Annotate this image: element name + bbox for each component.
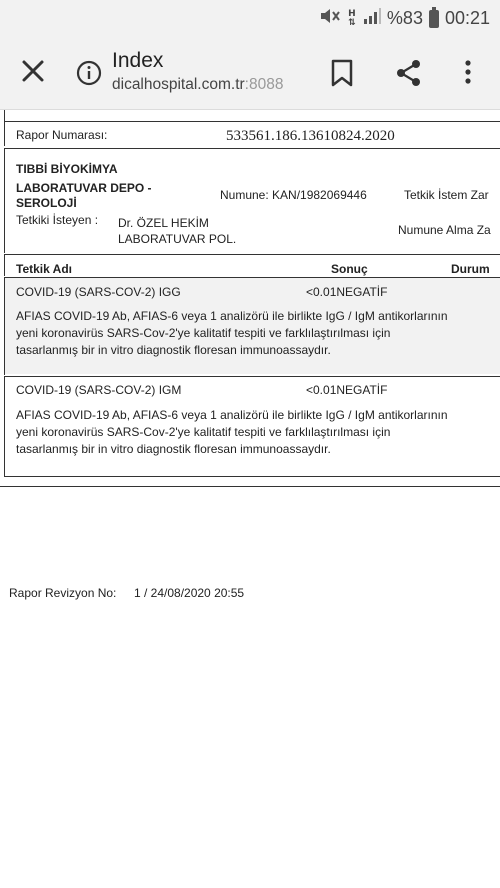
report-number-label: Rapor Numarası: [16, 128, 108, 142]
test-description-line: tasarlanmış bir in vitro diagnostik floresan immunoassaydır. [16, 343, 331, 357]
bookmark-icon[interactable] [330, 58, 354, 88]
divider [4, 110, 5, 146]
test-description-line: AFIAS COVID-19 Ab, AFIAS-6 veya 1 analizörü ile birlikte IgG / IgM antikorlarının [16, 309, 448, 323]
sample-number: Numune: KAN/1982069446 [220, 188, 367, 202]
test-description-line: AFIAS COVID-19 Ab, AFIAS-6 veya 1 analizörü ile birlikte IgG / IgM antikorlarının [16, 408, 448, 422]
close-icon[interactable] [18, 56, 48, 86]
status-bar [0, 0, 500, 36]
test-result: <0.01NEGATİF [306, 285, 388, 299]
battery-icon [429, 10, 439, 28]
test-description-line: yeni koronavirüs SARS-Cov-2'ye kalitatif tespiti ve farklılaştırılması için [16, 425, 391, 439]
report-number-value: 533561.186.13610824.2020 [226, 128, 395, 144]
page-title: Index [112, 49, 164, 72]
column-status: Durum [451, 262, 490, 276]
url-host: dicalhospital.com.tr [112, 76, 245, 93]
divider [4, 476, 500, 477]
column-result: Sonuç [331, 262, 368, 276]
info-icon[interactable] [75, 59, 103, 87]
divider [4, 277, 5, 375]
column-test-name: Tetkik Adı [16, 262, 73, 276]
divider [4, 121, 500, 122]
network-type-icon: H ⇅ [348, 8, 356, 28]
test-request-date-label: Tetkik İstem Zar [404, 188, 489, 202]
test-description-line: tasarlanmış bir in vitro diagnostik floresan immunoassaydır. [16, 442, 331, 456]
share-icon[interactable] [394, 58, 424, 88]
status-icons [319, 7, 490, 30]
page-url [112, 76, 312, 94]
requester-line-1: Dr. ÖZEL HEKİM [118, 216, 209, 230]
url-port: :8088 [244, 76, 284, 93]
browser-toolbar [0, 36, 500, 110]
revision-label: Rapor Revizyon No: [9, 586, 117, 600]
divider [4, 148, 5, 253]
divider [4, 376, 5, 476]
test-name: COVID-19 (SARS-COV-2) IGM [16, 383, 182, 397]
test-description-line: yeni koronavirüs SARS-Cov-2'ye kalitatif tespiti ve farklılaştırılması için [16, 326, 391, 340]
page-info[interactable] [112, 49, 312, 94]
requester-label: Tetkiki İsteyen : [16, 213, 99, 227]
mute-icon [319, 7, 341, 30]
department-line-3: SEROLOJİ [16, 196, 77, 210]
divider [4, 376, 500, 377]
revision-value: 1 / 24/08/2020 20:55 [134, 586, 245, 600]
divider [4, 254, 5, 276]
divider [0, 486, 500, 487]
requester-line-2: LABORATUVAR POL. [118, 232, 237, 246]
signal-icon [363, 8, 381, 29]
test-name: COVID-19 (SARS-COV-2) IGG [16, 285, 181, 299]
divider [4, 254, 500, 255]
clock: 00:21 [444, 8, 490, 28]
sample-collection-date-label: Numune Alma Za [398, 223, 491, 237]
battery-percent: %83 [386, 8, 423, 28]
department-line-2: LABORATUVAR DEPO - [16, 181, 152, 195]
test-result: <0.01NEGATİF [306, 383, 388, 397]
department-line-1: TIBBİ BİYOKİMYA [16, 162, 118, 176]
divider [4, 148, 500, 149]
more-options-icon[interactable] [458, 58, 478, 88]
